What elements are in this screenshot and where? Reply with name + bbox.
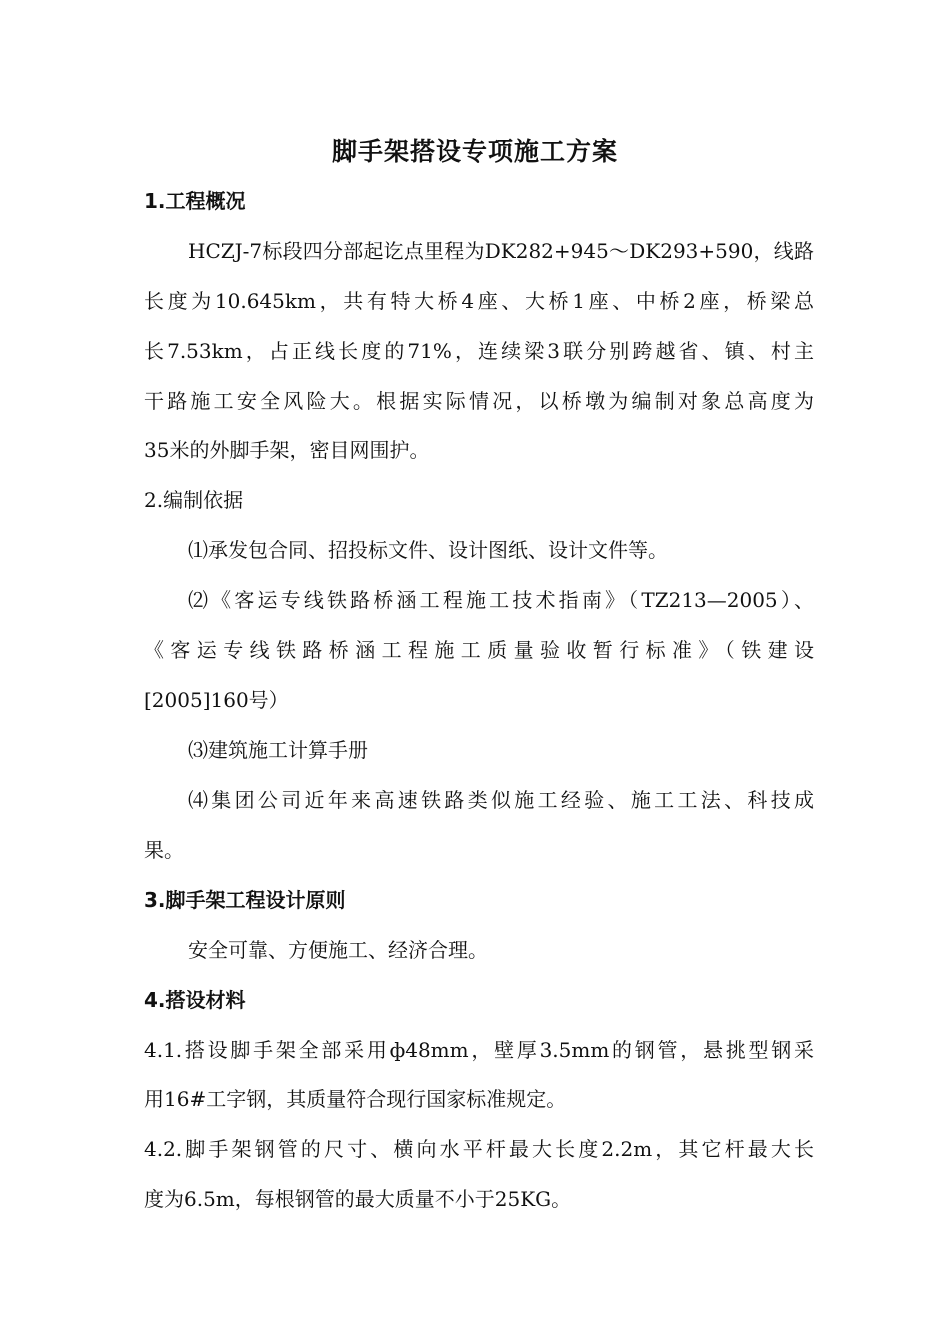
paragraph-line: 4.2.脚手架钢管的尺寸、横向水平杆最大长度2.2m，其它杆最大长: [144, 1137, 814, 1161]
section-heading-1: 1.工程概况: [144, 189, 246, 213]
list-item: ⑵《客运专线铁路桥涵工程施工技术指南》（TZ213—2005）、: [188, 588, 814, 612]
paragraph-line: 用16#工字钢，其质量符合现行国家标准规定。: [144, 1087, 567, 1111]
paragraph-line: 度为6.5m，每根钢管的最大质量不小于25KG。: [144, 1187, 572, 1211]
paragraph-line: 4.1.搭设脚手架全部采用ф48mm，壁厚3.5mm的钢管，悬挑型钢采: [144, 1038, 814, 1062]
paragraph-line: [2005]160号）: [144, 688, 289, 712]
paragraph-line: 果。: [144, 838, 184, 862]
paragraph-line: 35米的外脚手架，密目网围护。: [144, 438, 430, 462]
list-item: ⑶建筑施工计算手册: [188, 738, 368, 762]
paragraph-line: 干路施工安全风险大。根据实际情况，以桥墩为编制对象总高度为: [144, 389, 814, 413]
list-item: ⑴承发包合同、招投标文件、设计图纸、设计文件等。: [188, 538, 668, 562]
paragraph-line: 安全可靠、方便施工、经济合理。: [188, 938, 488, 962]
document-title: 脚手架搭设专项施工方案: [331, 137, 618, 166]
paragraph-line: HCZJ-7标段四分部起讫点里程为DK282+945～DK293+590，线路: [188, 239, 814, 263]
section-heading-4: 4.搭设材料: [144, 988, 246, 1012]
paragraph-line: 长7.53km，占正线长度的71%，连续梁3联分别跨越省、镇、村主: [144, 339, 814, 363]
paragraph-line: 长度为10.645km，共有特大桥4座、大桥1座、中桥2座，桥梁总: [144, 289, 814, 313]
list-item: ⑷集团公司近年来高速铁路类似施工经验、施工工法、科技成: [188, 788, 814, 812]
paragraph-line: 《客运专线铁路桥涵工程施工质量验收暂行标准》（铁建设: [144, 638, 814, 662]
section-heading-2: 2.编制依据: [144, 488, 244, 512]
section-heading-3: 3.脚手架工程设计原则: [144, 888, 346, 912]
